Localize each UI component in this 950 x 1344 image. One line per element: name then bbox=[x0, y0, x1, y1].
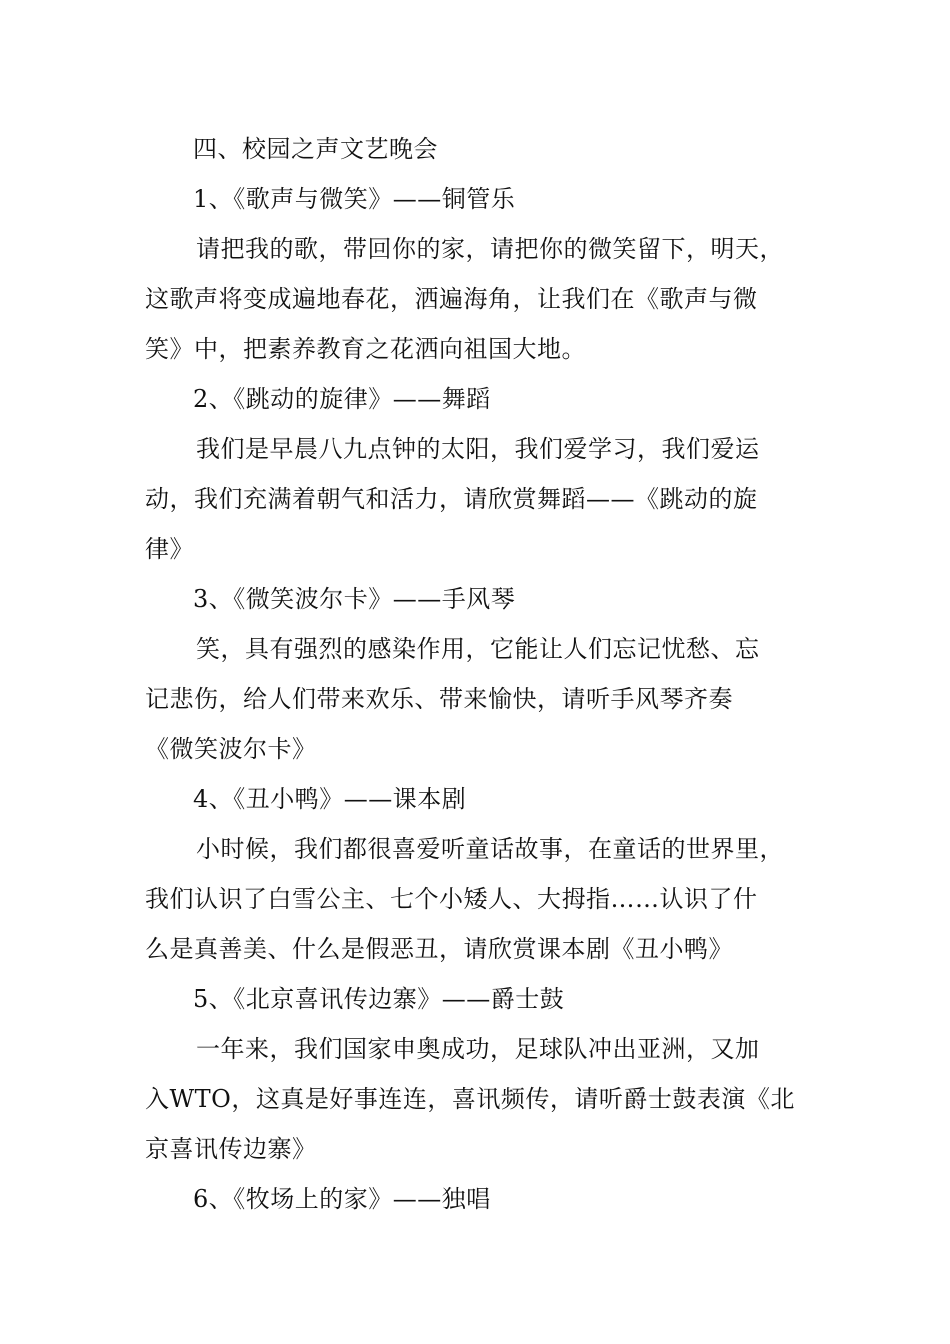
program-item-title: 5、《北京喜讯传边寨》——爵士鼓 bbox=[193, 985, 565, 1013]
program-item-title: 3、《微笑波尔卡》——手风琴 bbox=[193, 585, 516, 613]
program-item-title: 4、《丑小鸭》——课本剧 bbox=[193, 785, 467, 813]
paragraph-line: 记悲伤，给人们带来欢乐、带来愉快，请听手风琴齐奏 bbox=[145, 685, 733, 713]
paragraph-line: 这歌声将变成遍地春花，洒遍海角，让我们在《歌声与微 bbox=[145, 285, 758, 313]
paragraph-line: 我们认识了白雪公主、七个小矮人、大拇指……认识了什 bbox=[145, 885, 758, 913]
paragraph-line: 一年来，我们国家申奥成功，足球队冲出亚洲，又加 bbox=[196, 1035, 760, 1063]
paragraph-line: 笑》中，把素养教育之花洒向祖国大地。 bbox=[145, 335, 586, 363]
paragraph-line: 入WTO，这真是好事连连，喜讯频传，请听爵士鼓表演《北 bbox=[145, 1085, 795, 1113]
paragraph-line: 么是真善美、什么是假恶丑，请欣赏课本剧《丑小鸭》 bbox=[145, 935, 733, 963]
paragraph-line: 律》 bbox=[145, 535, 194, 563]
program-item-title: 1、《歌声与微笑》——铜管乐 bbox=[193, 185, 516, 213]
paragraph-line: 《微笑波尔卡》 bbox=[145, 735, 317, 763]
paragraph-line: 我们是早晨八九点钟的太阳，我们爱学习，我们爱运 bbox=[196, 435, 760, 463]
section-title: 四、校园之声文艺晚会 bbox=[193, 135, 438, 163]
paragraph-line: 请把我的歌，带回你的家，请把你的微笑留下，明天， bbox=[196, 235, 784, 263]
paragraph-line: 京喜讯传边寨》 bbox=[145, 1135, 317, 1163]
paragraph-line: 笑，具有强烈的感染作用，它能让人们忘记忧愁、忘 bbox=[196, 635, 760, 663]
paragraph-line: 动，我们充满着朝气和活力，请欣赏舞蹈——《跳动的旋 bbox=[145, 485, 758, 513]
program-item-title: 6、《牧场上的家》——独唱 bbox=[193, 1185, 491, 1213]
program-item-title: 2、《跳动的旋律》——舞蹈 bbox=[193, 385, 491, 413]
paragraph-line: 小时候，我们都很喜爱听童话故事，在童话的世界里， bbox=[196, 835, 784, 863]
